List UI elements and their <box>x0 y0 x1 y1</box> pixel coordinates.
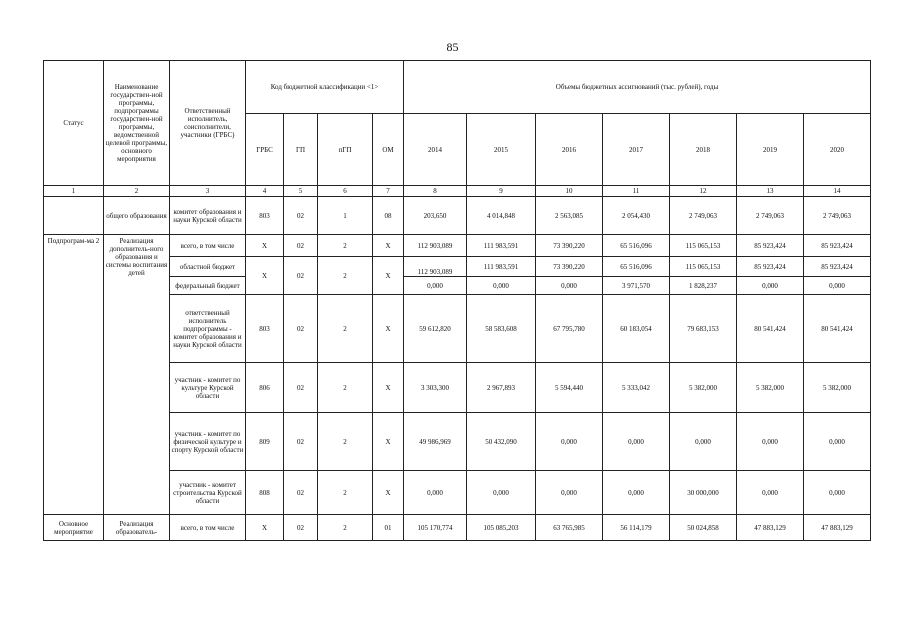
col-number: 2 <box>104 186 170 197</box>
value-cell: 105 170,774 <box>404 515 467 541</box>
col-number: 10 <box>536 186 603 197</box>
value-cell: 0,000 <box>737 471 804 515</box>
header-year: 2015 <box>467 114 536 186</box>
value-cell: 1 828,237 <box>670 277 737 295</box>
value-cell: 5 333,042 <box>603 363 670 413</box>
grbs-cell: 806 <box>246 363 284 413</box>
value-cell: 58 583,608 <box>467 295 536 363</box>
table-row <box>44 197 871 235</box>
value-cell: 105 085,203 <box>467 515 536 541</box>
value-cell: 59 612,820 <box>404 295 467 363</box>
header-name: Наименование государствен-ной программы, подпрограммы государствен-ной программы, ведомственной целевой программы, основного мероприятия <box>104 61 170 186</box>
header-year: 2019 <box>737 114 804 186</box>
om-cell: Х <box>373 413 404 471</box>
status-cell: Подпрограм-ма 2 <box>44 235 104 515</box>
value-cell: 0,000 <box>737 277 804 295</box>
pgp-cell: 2 <box>318 235 373 257</box>
gp-cell: 02 <box>284 235 318 257</box>
header-kbk-col: ОМ <box>373 114 404 186</box>
value-cell: 2 563,085 <box>536 197 603 235</box>
om-cell: Х <box>373 257 404 295</box>
value-cell: 2 749,063 <box>804 197 871 235</box>
value-cell: 5 382,000 <box>737 363 804 413</box>
value-cell: 0,000 <box>467 471 536 515</box>
responsible-cell: федеральный бюджет <box>170 277 246 295</box>
gp-cell: 02 <box>284 257 318 295</box>
col-number: 8 <box>404 186 467 197</box>
header-year: 2017 <box>603 114 670 186</box>
header-year: 2018 <box>670 114 737 186</box>
gp-cell: 02 <box>284 363 318 413</box>
value-cell: 5 382,000 <box>804 363 871 413</box>
value-cell: 2 749,063 <box>737 197 804 235</box>
value-cell: 0,000 <box>404 277 467 295</box>
value-cell: 111 983,591 <box>467 235 536 257</box>
value-cell: 56 114,179 <box>603 515 670 541</box>
value-cell: 0,000 <box>404 471 467 515</box>
col-number: 13 <box>737 186 804 197</box>
value-cell: 0,000 <box>467 277 536 295</box>
om-cell: 08 <box>373 197 404 235</box>
value-cell: 115 065,153 <box>670 235 737 257</box>
responsible-cell: всего, в том числе <box>170 235 246 257</box>
value-cell: 65 516,096 <box>603 257 670 277</box>
value-cell: 80 541,424 <box>804 295 871 363</box>
value-cell: 47 883,129 <box>737 515 804 541</box>
page-number: 85 <box>446 40 459 54</box>
col-number: 14 <box>804 186 871 197</box>
col-number: 1 <box>44 186 104 197</box>
value-cell: 0,000 <box>804 471 871 515</box>
value-cell: 50 024,858 <box>670 515 737 541</box>
col-number: 11 <box>603 186 670 197</box>
value-cell: 85 923,424 <box>737 257 804 277</box>
header-kbk-col: ГП <box>284 114 318 186</box>
value-cell: 4 014,848 <box>467 197 536 235</box>
col-number: 4 <box>246 186 284 197</box>
responsible-cell: областной бюджет <box>170 257 246 277</box>
responsible-cell: участник - комитет строительства Курской области <box>170 471 246 515</box>
table-row <box>44 235 871 257</box>
grbs-cell: Х <box>246 257 284 295</box>
om-cell: Х <box>373 471 404 515</box>
value-cell: 5 382,000 <box>670 363 737 413</box>
value-cell: 60 183,054 <box>603 295 670 363</box>
col-number: 12 <box>670 186 737 197</box>
value-cell: 63 765,985 <box>536 515 603 541</box>
col-number: 5 <box>284 186 318 197</box>
value-cell: 50 432,090 <box>467 413 536 471</box>
pgp-cell: 2 <box>318 515 373 541</box>
pgp-cell: 1 <box>318 197 373 235</box>
value-cell: 112 903,089 <box>404 235 467 257</box>
responsible-cell: комитет образования и науки Курской области <box>170 197 246 235</box>
col-number: 6 <box>318 186 373 197</box>
gp-cell: 02 <box>284 295 318 363</box>
responsible-cell: всего, в том числе <box>170 515 246 541</box>
grbs-cell: 808 <box>246 471 284 515</box>
value-cell: 0,000 <box>737 413 804 471</box>
value-cell: 3 971,570 <box>603 277 670 295</box>
col-number: 9 <box>467 186 536 197</box>
header-year: 2016 <box>536 114 603 186</box>
col-number: 3 <box>170 186 246 197</box>
pgp-cell: 2 <box>318 257 373 295</box>
gp-cell: 02 <box>284 471 318 515</box>
value-cell: 0,000 <box>536 413 603 471</box>
name-cell: Реализация дополнитель-ного образования и системы воспитания детей <box>104 235 170 515</box>
value-cell: 0,000 <box>603 413 670 471</box>
gp-cell: 02 <box>284 197 318 235</box>
value-cell: 0,000 <box>804 413 871 471</box>
col-number: 7 <box>373 186 404 197</box>
value-cell: 73 390,220 <box>536 235 603 257</box>
pgp-cell: 2 <box>318 363 373 413</box>
value-cell: 80 541,424 <box>737 295 804 363</box>
value-cell: 47 883,129 <box>804 515 871 541</box>
header-responsible: Ответственный исполнитель, соисполнители, участники (ГРБС) <box>170 61 246 186</box>
value-cell: 85 923,424 <box>804 257 871 277</box>
value-cell: 85 923,424 <box>737 235 804 257</box>
name-cell: Реализация образователь- <box>104 515 170 541</box>
header-kbk-col: пГП <box>318 114 373 186</box>
value-cell: 5 594,440 <box>536 363 603 413</box>
value-cell: 30 000,000 <box>670 471 737 515</box>
value-cell: 111 983,591 <box>467 257 536 277</box>
grbs-cell: Х <box>246 515 284 541</box>
value-cell: 0,000 <box>536 471 603 515</box>
om-cell: Х <box>373 363 404 413</box>
om-cell: Х <box>373 235 404 257</box>
pgp-cell: 2 <box>318 413 373 471</box>
value-cell: 2 054,430 <box>603 197 670 235</box>
header-volumes: Объемы бюджетных ассигнований (тыс. рублей), годы <box>404 61 871 114</box>
om-cell: Х <box>373 295 404 363</box>
budget-table <box>43 60 871 541</box>
header-year: 2014 <box>404 114 467 186</box>
table-row <box>44 515 871 541</box>
value-cell: 203,650 <box>404 197 467 235</box>
status-cell: Основное мероприятие <box>44 515 104 541</box>
value-cell: 0,000 <box>536 277 603 295</box>
gp-cell: 02 <box>284 515 318 541</box>
value-cell: 49 986,969 <box>404 413 467 471</box>
value-cell: 2 749,063 <box>670 197 737 235</box>
value-cell: 85 923,424 <box>804 235 871 257</box>
value-cell: 112 903,089 <box>404 257 467 277</box>
om-cell: 01 <box>373 515 404 541</box>
grbs-cell: 803 <box>246 295 284 363</box>
pgp-cell: 2 <box>318 471 373 515</box>
grbs-cell: 803 <box>246 197 284 235</box>
value-cell: 65 516,096 <box>603 235 670 257</box>
responsible-cell: участник - комитет по физической культуре и спорту Курской области <box>170 413 246 471</box>
value-cell: 0,000 <box>804 277 871 295</box>
header-kbk-col: ГРБС <box>246 114 284 186</box>
value-cell: 2 967,893 <box>467 363 536 413</box>
grbs-cell: Х <box>246 235 284 257</box>
grbs-cell: 809 <box>246 413 284 471</box>
name-cell: общего образования <box>104 197 170 235</box>
gp-cell: 02 <box>284 413 318 471</box>
value-cell: 115 065,153 <box>670 257 737 277</box>
value-cell: 67 795,780 <box>536 295 603 363</box>
header-kbk: Код бюджетной классификации <1> <box>246 61 404 114</box>
responsible-cell: участник - комитет по культуре Курской области <box>170 363 246 413</box>
header-status: Статус <box>44 61 104 186</box>
responsible-cell: ответственный исполнитель подпрограммы - комитет образования и науки Курской области <box>170 295 246 363</box>
value-cell: 79 683,153 <box>670 295 737 363</box>
header-year: 2020 <box>804 114 871 186</box>
pgp-cell: 2 <box>318 295 373 363</box>
value-cell: 0,000 <box>670 413 737 471</box>
value-cell: 0,000 <box>603 471 670 515</box>
value-cell: 73 390,220 <box>536 257 603 277</box>
value-cell: 3 303,300 <box>404 363 467 413</box>
status-cell <box>44 197 104 235</box>
